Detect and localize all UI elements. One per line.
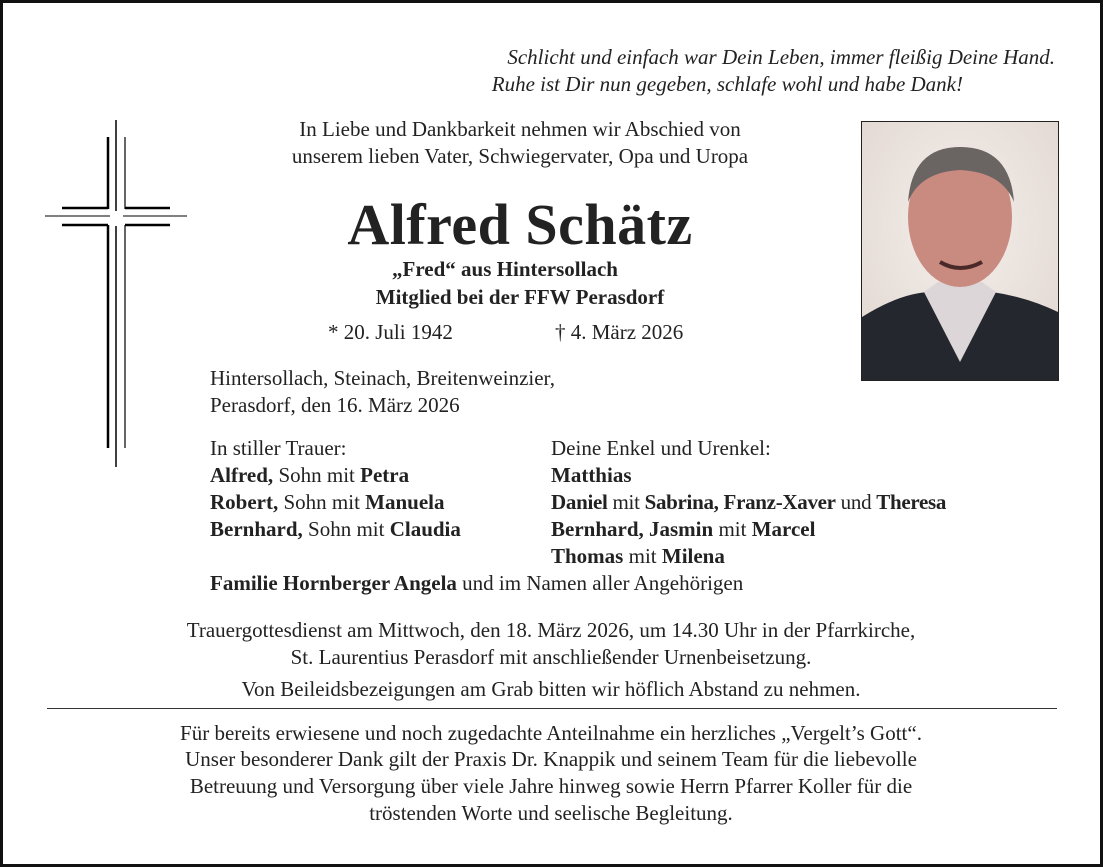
deceased-name: Alfred Schätz [347, 192, 693, 257]
intro-line-2: unserem lieben Vater, Schwiegervater, Opa und Uropa [291, 144, 749, 168]
condolence-note: Von Beileidsbezeigungen am Grab bitten wir höflich Abstand zu nehmen. [241, 677, 861, 701]
grandchild-1: Matthias [551, 463, 632, 487]
thanks-line-1: Für bereits erwiesene und noch zugedachte Anteilnahme ein herzliches „Vergelt’s Gott“. [180, 721, 922, 745]
portrait-photo [861, 121, 1059, 381]
divider [47, 708, 1057, 709]
place-line-2: Perasdorf, den 16. März 2026 [210, 393, 460, 417]
mourner-son-1: Alfred, Sohn mit Petra [210, 463, 410, 487]
birth-date: * 20. Juli 1942 [328, 320, 453, 344]
thanks-line-2: Unser besonderer Dank gilt der Praxis Dr. Knappik und seinem Team für die liebevolle [185, 747, 917, 771]
grandchild-3: Bernhard, Jasmin mit Marcel [551, 517, 816, 541]
mourner-son-3: Bernhard, Sohn mit Claudia [210, 517, 461, 541]
family-line: Familie Hornberger Angela und im Namen aller Angehörigen [210, 571, 744, 595]
grandchild-4: Thomas mit Milena [551, 544, 725, 568]
quote-line-1: Schlicht und einfach war Dein Leben, immer fleißig Deine Hand. [507, 45, 1055, 69]
place-line-1: Hintersollach, Steinach, Breitenweinzier, [210, 366, 555, 390]
mourners-left-heading: In stiller Trauer: [210, 436, 347, 460]
service-line-2: St. Laurentius Perasdorf mit anschließender Urnenbeisetzung. [290, 645, 812, 669]
membership: Mitglied bei der FFW Perasdorf [375, 285, 665, 309]
thanks-line-4: tröstenden Worte und seelische Begleitung. [369, 801, 733, 825]
mourners-right-heading: Deine Enkel und Urenkel: [551, 436, 771, 460]
nickname: „Fred“ aus Hintersollach [392, 257, 618, 281]
grandchild-2: Daniel mit Sabrina, Franz-Xaver und Theresa [551, 490, 947, 514]
cross-icon [40, 115, 190, 470]
intro-line-1: In Liebe und Dankbarkeit nehmen wir Abschied von [299, 117, 741, 141]
mourner-son-2: Robert, Sohn mit Manuela [210, 490, 445, 514]
quote-line-2: Ruhe ist Dir nun gegeben, schlafe wohl und habe Dank! [491, 72, 963, 96]
service-line-1: Trauergottesdienst am Mittwoch, den 18. März 2026, um 14.30 Uhr in der Pfarrkirche, [186, 618, 916, 642]
thanks-line-3: Betreuung und Versorgung über viele Jahre hinweg sowie Herrn Pfarrer Koller für die [189, 774, 913, 798]
death-date: † 4. März 2026 [555, 320, 684, 344]
